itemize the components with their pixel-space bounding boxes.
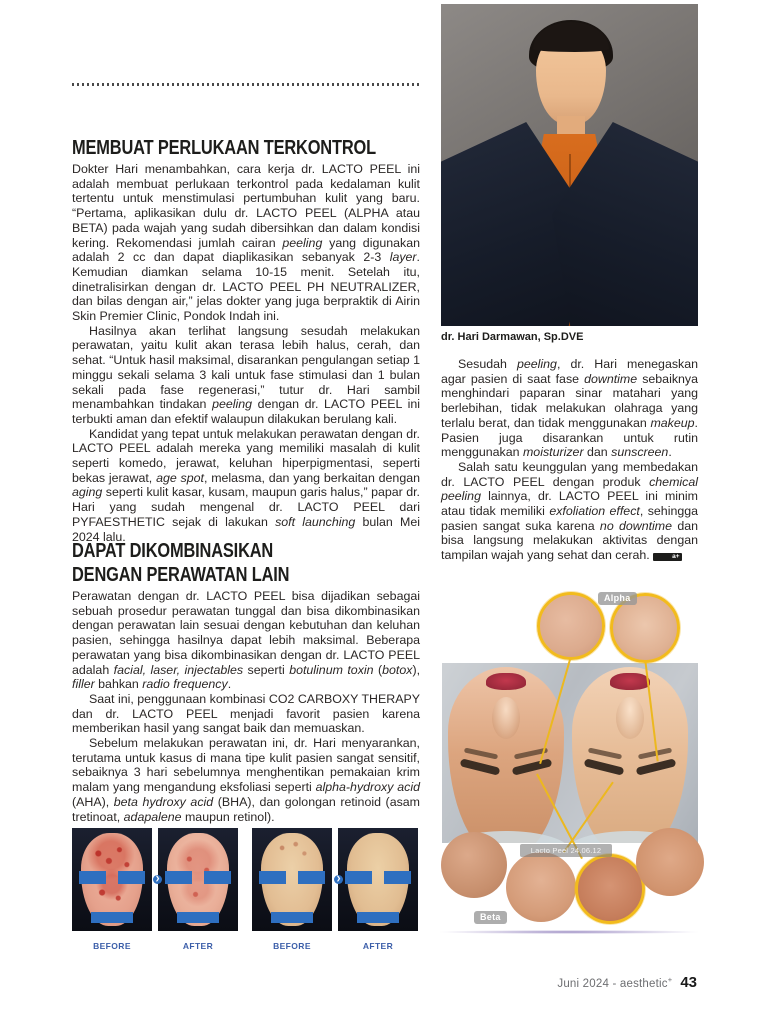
figure-shadow-line (440, 930, 698, 934)
censor-bar (118, 871, 145, 884)
inverted-face-before (448, 667, 564, 843)
before-after-strip (72, 828, 422, 931)
end-of-article-mark: a+ (653, 553, 681, 561)
article-paragraph: Salah satu keunggulan yang membedakan dr. LACTO PEEL dengan produk chemical peeling lainnya, dr. LACTO PEEL ini minim atau tidak memiliki exfoliation effect, sehingga pasien sangat suka karena no downtime dan bisa langsung melakukan aktivitas dengan tampilan wajah yang sehat dan cerah. a+ (441, 459, 699, 563)
article-paragraph: Kandidat yang tepat untuk melakukan perawatan dengan dr. LACTO PEEL adalah mereka yang memiliki masalah di kulit seperti komedo, jerawat, keluhan hiperpigmentasi, seperti bekas jerawat, age spot, melasma, dan yang berkaitan dengan aging seperti kulit kasar, kusam, maupun garis halus,” papar dr. Hari yang sudah mengenal dr. LACTO PEEL dari PYFAESTHETIC sejak di lakukan soft launching bulan Mei 2024 lalu. (72, 426, 420, 544)
lips (486, 673, 526, 690)
beta-zoom-circle-highlight (575, 854, 645, 924)
article-paragraph: Sebelum melakukan perawatan ini, dr. Hari menyarankan, terutama untuk kasus di mana tipe kulit pasien sangat sensitif, sebaiknya 3 hari sebelumnya menghentikan pemakaian krim malam yang mengandung eksfoliasi seperti alpha-hydroxy acid (AHA), beta hydroxy acid (BHA), dan golongan retinoid (asam tretinoat, adapalene maupun retinol). (72, 736, 420, 824)
aesthetic-plus-mark: + (667, 975, 673, 985)
censor-bar (271, 912, 313, 923)
after-label: AFTER (182, 941, 214, 951)
footer-issue-text: Juni 2024 - aesthetic+ (557, 975, 673, 990)
censor-bar (259, 871, 286, 884)
beta-zoom-circle (441, 832, 507, 898)
eyebrow (460, 758, 501, 775)
next-arrow-icon: ❯ (334, 875, 343, 884)
section-heading-line2: DENGAN PERAWATAN LAIN (72, 564, 290, 586)
beta-zoom-circle (506, 852, 576, 922)
beta-zoom-circle (636, 828, 704, 896)
censor-bar (79, 871, 106, 884)
article-paragraph: Perawatan dengan dr. LACTO PEEL bisa dijadikan sebagai sebuah prosedur perawatan tunggal dan bisa dikombinasikan dengan perawatan lain sesuai dengan kebutuhan dan keluhan pasien, sehingga hasilnya dapat lebih maksimal. Beberapa perawatan yang bisa dikombinasikan dengan dr. LACTO PEEL adalah facial, laser, injectables seperti botulinum toxin (botox), filler bahkan radio frequency. (72, 589, 421, 692)
nose (492, 697, 520, 739)
censor-bar (177, 912, 219, 923)
page-number: 43 (680, 974, 697, 991)
censor-bar (345, 871, 372, 884)
section-heading: MEMBUAT PERLUKAAN TERKONTROL (72, 137, 376, 159)
closed-eye (464, 748, 498, 760)
article-paragraph: Saat ini, penggunaan kombinasi CO2 CARBOXY THERAPY dan dr. LACTO PEEL menjadi favorit pasien karena memberikan hasil yang sangat baik dan memuaskan. (72, 691, 420, 736)
doctor-portrait-photo (441, 4, 698, 326)
portrait-caption: dr. Hari Darmawan, Sp.DVE (441, 331, 584, 343)
section-membuat-perlukaan (72, 138, 420, 544)
article-paragraph: Dokter Hari menambahkan, cara kerja dr. LACTO PEEL ini adalah membuat perlukaan terkontrol pada kedalaman kulit tertentu untuk menstimulasi pertumbuhan kulit yang baru. “Pertama, aplikasikan dulu dr. LACTO PEEL (ALPHA atau BETA) pada wajah yang sudah dibersihkan dan dalam kondisi kering. Rekomendasi jumlah cairan peeling yang digunakan adalah 2 cc dan dapat diaplikasikan sebanyak 2-3 layer. Kemudian diamkan selama 10-15 menit. Setelah itu, dinetralisirkan dengan dr. LACTO PEEL PH NEUTRALIZER, dan bilas dengan air,” jelas dokter yang juga berpraktik di Airin Skin Premier Clinic, Pondok Indah ini. (72, 162, 420, 324)
photo-watermark: Lacto Peel 24.06.12 (520, 844, 612, 857)
censor-bar (357, 912, 399, 923)
treatment-photo (442, 663, 698, 843)
after-label: AFTER (362, 941, 394, 951)
censor-bar (204, 871, 231, 884)
beta-badge: Beta (474, 911, 507, 924)
nose (616, 697, 644, 739)
censor-bar (384, 871, 411, 884)
before-label: BEFORE (273, 941, 311, 951)
censor-bar (165, 871, 192, 884)
before-label: BEFORE (93, 941, 131, 951)
before-photo-1 (72, 828, 152, 931)
article-paragraph: Hasilnya akan terlihat langsung sesudah melakukan perawatan, yaitu kulit akan terasa lebih halus, cerah, dan sehat. “Untuk hasil maksimal, disarankan pengulangan setiap 1 minggu sekali selama 3 kali untuk fase stimulasi dan 1 bulan sekali pada fase regenerasi,” tutur dr. Hari sambil menambahkan tindakan peeling dengan dr. LACTO PEEL ini terbukti aman dan efektif walaupun dilakukan berulang kali. (72, 323, 421, 426)
alpha-zoom-circle-before (537, 592, 605, 660)
section-paragraphs (72, 589, 420, 824)
alpha-beta-figure (440, 586, 700, 938)
article-paragraph: Sesudah peeling, dr. Hari menegaskan agar pasien di saat fase downtime sebaiknya menghindari paparan sinar matahari yang berlebihan, tidak melakukan olahraga yang terlalu berat, dan tidak menggunakan makeup. Pasien juga disarankan untuk rutin menggunakan moisturizer dan sunscreen. (441, 357, 699, 460)
section-paragraphs (72, 162, 420, 544)
section-heading-line1: DAPAT DIKOMBINASIKAN (72, 540, 274, 562)
alpha-badge: Alpha (598, 592, 637, 605)
dotted-rule (72, 83, 421, 86)
after-photo-2 (338, 828, 418, 931)
next-arrow-icon: ❯ (153, 875, 162, 884)
eyebrow (512, 758, 553, 775)
censor-bar (298, 871, 325, 884)
right-column-text (441, 357, 698, 563)
section-dapat-dikombinasikan (72, 541, 420, 824)
eyebrow (584, 758, 625, 775)
censor-bar (91, 912, 133, 923)
before-photo-2 (252, 828, 332, 931)
after-photo-1 (158, 828, 238, 931)
closed-eye (588, 748, 622, 760)
before-after-labels (72, 941, 422, 951)
lips (610, 673, 650, 690)
page-footer (557, 974, 697, 991)
